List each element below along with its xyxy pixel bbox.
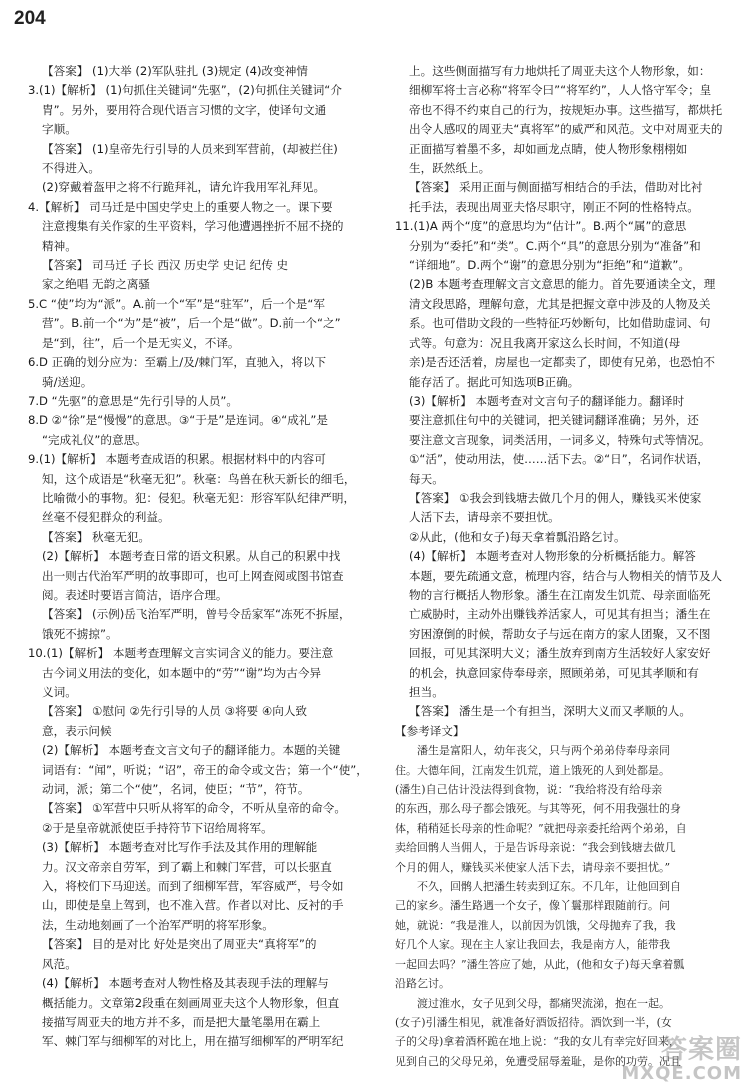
text-line: 担当。	[409, 685, 444, 699]
text-line: 帝也不得不约束自己的行为，按规矩办事。这些描写，都烘托	[409, 102, 723, 117]
left-column	[28, 62, 376, 1052]
text-line: 体，稍稍延长母亲的性命呢？”就把母亲委托给两个弟弟，自	[395, 821, 687, 835]
text-line: 出令人感叹的周亚夫“真将军”的威严和风范。文中对周亚夫的	[409, 122, 723, 137]
text-line: 【答案】 秋毫无犯。	[42, 529, 151, 544]
text-line: “详细地”。D.两个“谢”的意思分别为“拒绝”和“道歉”。	[409, 258, 690, 273]
text-line: 她，就说：“我是淮人，以前因为饥饿，父母抛弃了我，我	[395, 918, 676, 932]
text-line: 卖给回鹘人当佣人，于是告诉母亲说：“我会到钱塘去做几	[395, 841, 676, 855]
text-line: 军、棘门军与细柳军的对比上，用在描写细柳军的严明军纪	[42, 1034, 344, 1049]
text-line: 10.(1)【解析】 本题考查理解文言实词含义的能力。要注意	[28, 646, 334, 661]
text-line: 清文段思路，理解句意，尤其是把握文章中涉及的人物及关	[409, 296, 711, 311]
text-line: 【答案】 目的是对比 好处是突出了周亚夫“真将军”的	[42, 937, 317, 952]
text-line: 不久，回鹘人把潘生转卖到辽东。不几年，让他回到自	[417, 880, 681, 894]
text-line: 式等。句意为：况且我离开家这么长时间，不知道(母	[409, 335, 681, 350]
text-line: 己的家乡。潘生路遇一个女子，像丫鬟那样跟随前行。问	[395, 899, 670, 913]
text-line: 见到自己的父母兄弟，免遭受屈辱羞耻，是你的功劳。况且	[395, 1054, 681, 1068]
text-line: 接描写周亚夫的地方并不多，而是把大量笔墨用在霸上	[42, 1014, 321, 1029]
text-line: (3)【解析】 本题考查对比写作手法及其作用的理解能	[42, 840, 318, 855]
text-line: 意，表示问候	[42, 723, 112, 738]
text-line: 精神。	[42, 238, 77, 253]
text-line: 住。大德年间，江南发生饥荒，道上饿死的人到处都是。	[395, 763, 670, 777]
text-line: 的东西，那么母子都会饿死。与其等死，何不用我强壮的身	[395, 802, 681, 816]
text-line: 回报，可见其深明大义；潘生放弃到南方生活较好人家安好	[409, 646, 711, 661]
text-line: 比喻微小的事物。犯：侵犯。秋毫无犯：形容军队纪律严明，	[42, 490, 356, 505]
text-line: 人活下去，请母亲不要担忧。	[409, 510, 560, 525]
text-line: 出一则古代治军严明的故事即可，也可上网查阅或图书馆查	[42, 568, 344, 583]
text-line: 【答案】 ①慰问 ②先行引导的人员 ③将要 ④向人致	[42, 704, 308, 719]
text-line: 9.(1)【解析】 本题考查成语的积累。根据材料中的内容可	[28, 452, 326, 467]
text-line: 【参考译文】	[395, 723, 465, 738]
text-line: 胄”。另外，要用符合现代语言习惯的文字，使译句文通	[42, 102, 327, 117]
text-line: ②从此，(他和女子)每天拿着瓢沿路乞讨。	[409, 529, 626, 544]
text-line: 托手法，表现出周亚夫恪尽职守，刚正不阿的性格特点。	[409, 199, 699, 214]
text-line: 8.D ②“徐”是“慢慢”的意思。③“于是”是连词。④“成礼”是	[28, 413, 329, 428]
text-line: “完成礼仪”的意思。	[42, 432, 147, 447]
text-line: 知，这个成语是“秋毫无犯”。秋毫：鸟兽在秋天新长的细毛，	[42, 471, 356, 486]
text-line: (女子)引潘生相见，就准备好酒饭招待。酒饮到一半，(女	[395, 1015, 672, 1029]
text-line: 不得进入。	[42, 161, 100, 176]
text-line: 【答案】 ①军营中只听从将军的命令，不听从皇帝的命令。	[42, 801, 346, 816]
text-line: 沿路乞讨。	[395, 977, 450, 991]
text-line: 一起回去吗？”潘生答应了她，从此，(他和女子)每天拿着瓢	[395, 957, 685, 971]
text-line: 营”。B.前一个“为”是“被”，后一个是“做”。D.前一个“之”	[42, 316, 341, 331]
text-line: 物的言行概括人物形象。潘生在江南发生饥荒、母亲面临死	[409, 587, 711, 602]
text-line: 字顺。	[42, 122, 77, 137]
text-line: 要注意文言现象，词类活用，一词多义，特殊句式等情况。	[409, 432, 711, 447]
text-line: 亡威胁时，主动外出赚钱养活家人，可见其有担当；潘生在	[409, 607, 711, 622]
text-line: 法，生动地刻画了一个治军严明的将军形象。	[42, 917, 274, 932]
text-line: 【答案】 潘生是一个有担当，深明大义而又孝顺的人。	[409, 704, 691, 719]
text-line: 潘生是富阳人，幼年丧父，只与两个弟弟侍奉母亲同	[417, 744, 670, 758]
text-line: (2)B 本题考查理解文言文意思的能力。首先要通读全文，理	[409, 277, 716, 292]
text-line: (4)【解析】 本题考查对人物性格及其表现手法的理解与	[42, 976, 329, 991]
text-line: 【答案】 ①我会到钱塘去做几个月的佣人，赚钱买米使家	[409, 490, 702, 505]
text-line: 要注意抓住句中的关键词，把关键词翻译准确；另外，还	[409, 413, 699, 428]
text-line: 【答案】 (示例)岳飞治军严明，曾号令岳家军“冻死不拆屋，	[42, 607, 351, 622]
text-line: 义词。	[42, 685, 77, 699]
text-line: 7.D “先驱”的意思是“先行引导的人员”。	[28, 393, 239, 408]
text-line: 【答案】 (1)皇帝先行引导的人员来到军营前，(却被拦住)	[42, 141, 338, 156]
watermark-text: 答案圈	[660, 1035, 742, 1065]
text-line: 11.(1)A 两个“度”的意思均为“估计”。B.两个“属”的意思	[395, 219, 687, 234]
page-number: 204	[14, 8, 46, 29]
right-column	[395, 62, 725, 1071]
text-line: 每天。	[409, 471, 444, 486]
text-line: 注意搜集有关作家的生平资料，学习他遭遇挫折不屈不挠的	[42, 219, 344, 234]
text-line: (4)【解析】 本题考查对人物形象的分析概括能力。解答	[409, 549, 696, 564]
text-line: (3)【解析】 本题考查对文言句子的翻译能力。翻译时	[409, 393, 685, 408]
text-line: 是“到，往”，后一个是无实义，不译。	[42, 335, 240, 350]
text-line: 5.C “使”均为“派”。A.前一个“军”是“驻军”，后一个是“军	[28, 296, 326, 311]
text-line: (潘生)自己估计没法得到食物，说：“我给将没有给母亲	[395, 783, 663, 797]
text-line: 个月的佣人，赚钱买米使家人活下去，请母亲不要担忧。”	[395, 860, 671, 874]
text-line: 【答案】 采用正面与侧面描写相结合的手法，借助对比衬	[409, 180, 703, 195]
text-line: 山，即使是皇上驾到，也不准入营。作者以对比、反衬的手	[42, 898, 344, 913]
text-line: 家之绝唱 无韵之离骚	[42, 277, 151, 292]
text-line: ①“活”，使动用法，使……活下去。②“日”，名词作状语，	[409, 452, 709, 467]
text-line: 饿死不掳掠”。	[42, 626, 118, 641]
text-line: 分别为“委托”和“类”。C.两个“具”的意思分别为“准备”和	[409, 238, 701, 253]
text-line: (2)穿戴着盔甲之将不行跪拜礼，请允许我用军礼拜见。	[42, 180, 326, 195]
text-line: 【答案】 (1)大举 (2)军队驻扎 (3)规定 (4)改变神情	[42, 64, 308, 78]
text-line: 的机会，执意回家侍奉母亲，照顾弟弟，可见其孝顺和有	[409, 665, 699, 680]
text-line: ②于是皇帝就派使臣手持符节下诏给周将军。	[42, 820, 273, 835]
text-line: 渡过淮水，女子见到父母，都痛哭流涕，抱在一起。	[417, 996, 670, 1010]
text-line: (2)【解析】 本题考查日常的语文积累。从自己的积累中找	[42, 549, 341, 564]
text-line: 概括能力。文章第2段重在刻画周亚夫这个人物形象，但直	[42, 995, 340, 1010]
text-line: 6.D 正确的划分应为：至霸上/及/棘门军，直驰入，将以下	[28, 355, 327, 370]
text-line: 力。汉文帝亲自劳军，到了霸上和棘门军营，可以长驱直	[42, 859, 332, 874]
text-line: 骑/送迎。	[42, 374, 93, 389]
text-line: 风范。	[42, 956, 77, 971]
text-line: 上。这些侧面描写有力地烘托了周亚夫这个人物形象，如：	[409, 64, 711, 78]
text-line: 丝毫不侵犯群众的利益。	[42, 510, 170, 525]
text-line: 本题，要先疏通文意，梳理内容，结合与人物相关的情节及人	[409, 568, 723, 583]
text-line: 动词，派；第二个“使”，名词，使臣；“节”，符节。	[42, 782, 310, 797]
text-line: 正面描写着墨不多，却如画龙点睛，使人物形象栩栩如	[409, 141, 688, 156]
text-line: 细柳军将士言必称“将军令曰”“将军约”，人人恪守军令；皇	[409, 83, 712, 98]
text-line: 词语有：“闻”，听说；“诏”，帝王的命令或文告；第一个“使”，	[42, 762, 368, 777]
text-line: 穷困潦倒的时候，帮助女子与远在南方的家人团聚，又不图	[409, 626, 711, 641]
text-line: 系。也可借助文段的一些特征巧妙断句，比如借助虚词、句	[409, 316, 711, 331]
watermark-logo	[621, 1036, 742, 1084]
text-line: 【答案】 司马迁 子长 西汉 历史学 史记 纪传 史	[42, 258, 289, 273]
watermark-url: MXQE.COM	[621, 1063, 742, 1084]
text-line: 入，将校们下马迎送。而到了细柳军营，军容威严，号令如	[42, 879, 344, 894]
text-line: 亲)是否还活着，房屋也一定都卖了，即使有兄弟，也恐怕不	[409, 355, 715, 370]
text-line: 子的父母)拿着酒杯跪在地上说：“我的女儿有幸完好回来，	[395, 1035, 680, 1049]
text-line: 好几个人家。现在主人家让我回去，我是南方人，能带我	[395, 938, 670, 952]
text-line: 3.(1)【解析】 (1)句抓住关键词“先驱”，(2)句抓住关键词“介	[28, 83, 342, 98]
text-line: 古今词义用法的变化，如本题中的“劳”“谢”均为古今异	[42, 665, 322, 680]
text-line: 阅。表述时要语言简洁，语序合理。	[42, 587, 228, 602]
text-line: 生，跃然纸上。	[409, 161, 491, 176]
text-line: 能存活了。据此可知选项B正确。	[409, 374, 580, 389]
text-line: (2)【解析】 本题考查文言文句子的翻译能力。本题的关键	[42, 743, 341, 758]
text-line: 4.【解析】 司马迁是中国史学史上的重要人物之一。课下要	[28, 199, 333, 214]
